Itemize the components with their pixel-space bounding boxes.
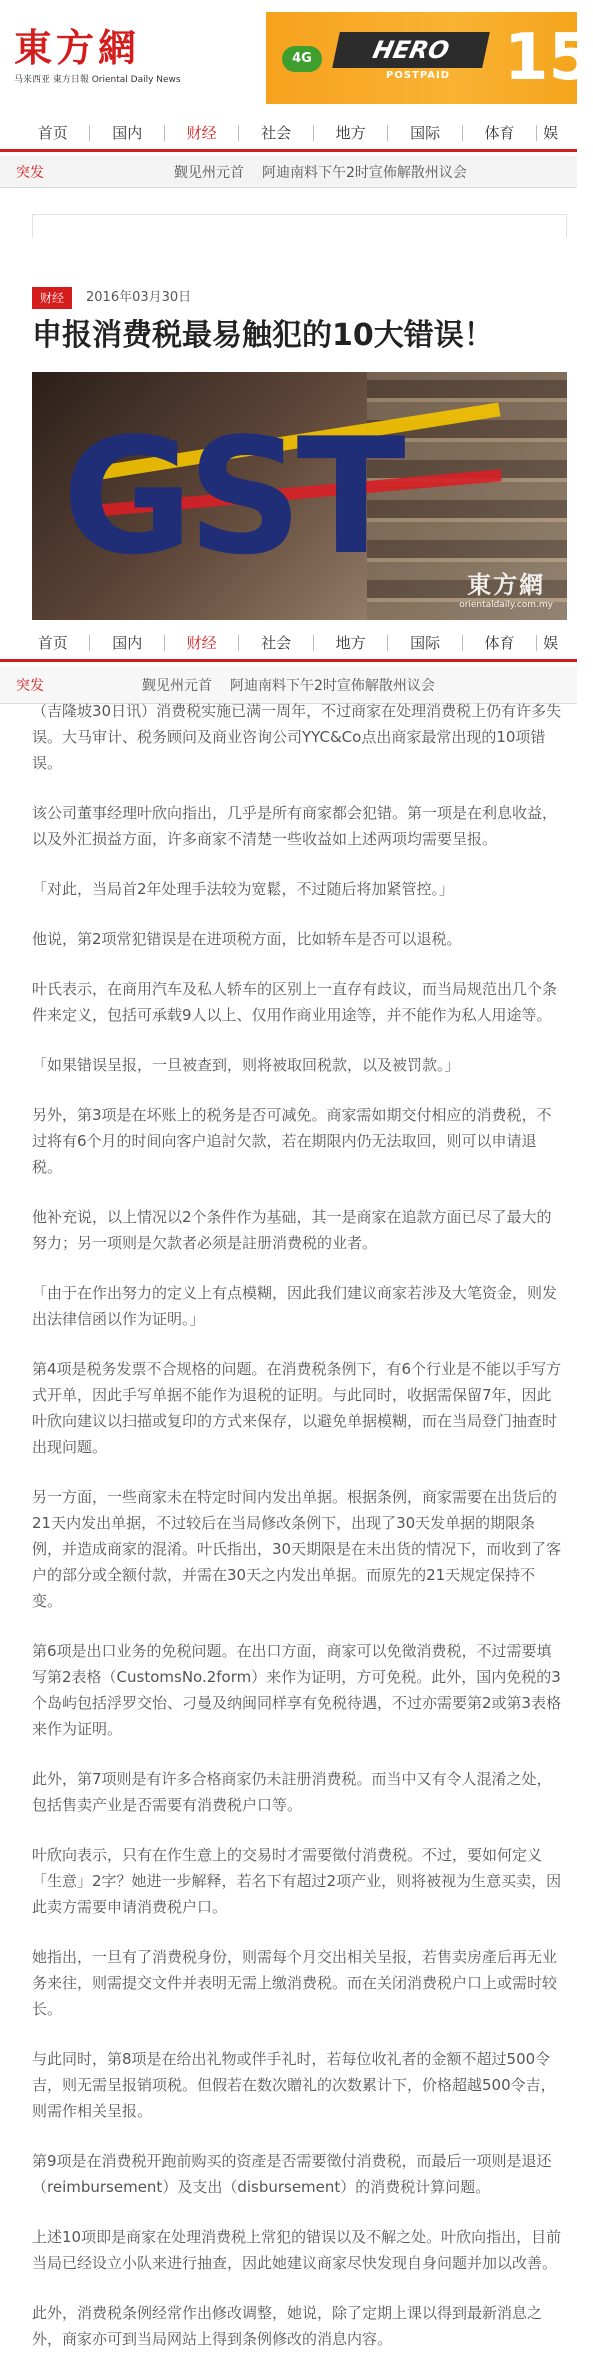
article-title: 申报消费税最易触犯的10大错误！ xyxy=(32,318,494,353)
nav-item-domestic[interactable]: 国内 xyxy=(112,634,143,652)
ad-banner[interactable] xyxy=(266,12,593,104)
site-logo[interactable] xyxy=(14,26,184,96)
nav-items xyxy=(0,116,577,149)
article-paragraph: 她指出，一旦有了消费税身份，则需每个月交出相关呈报，若售卖房產后再无业务来往，则需提交文件并表明无需上缴消费税。而在关闭消费税户口上或需时较长。 xyxy=(32,1948,558,2018)
nav-item-sports[interactable]: 体育 xyxy=(484,124,515,142)
article-paragraph: 上述10项即是商家在处理消费税上常犯的错误以及不解之处。叶欣向指出，目前当局已经设立小队来进行抽查，因此她建议商家尽快发现自身问题并加以改善。 xyxy=(32,2228,562,2272)
ticker-item[interactable]: 觐见州元首 xyxy=(142,677,212,694)
nav-item-entertainment[interactable]: 娱 xyxy=(543,124,559,142)
banner-4g-badge: 4G xyxy=(282,46,322,72)
nav-item-sports[interactable]: 体育 xyxy=(484,634,515,652)
nav-item-home[interactable]: 首页 xyxy=(37,634,68,652)
category-tag[interactable]: 财经 xyxy=(32,287,72,309)
logo-text: 東方網 xyxy=(14,25,141,70)
article-paragraph: 他说，第2项常犯错误是在进项税方面，比如轿车是否可以退税。 xyxy=(32,930,462,948)
article-body xyxy=(32,702,564,2376)
article-hero-image xyxy=(32,372,567,620)
article-date: 2016年03月30日 xyxy=(86,290,192,305)
article-paragraph: （吉隆坡30日讯）消费税实施已满一周年，不过商家在处理消费税上仍有许多失误。大马审计、税务顾问及商业咨询公司YYC&Co点出商家最常出现的10项错误。 xyxy=(32,702,562,772)
ticker-label: 突发 xyxy=(16,164,44,181)
article-paragraph: 第9项是在消费税开跑前购买的资產是否需要徵付消费税，而最后一项则是退还（reimbursement）及支出（disbursement）的消费税计算问题。 xyxy=(32,2152,552,2196)
nav-item-society[interactable]: 社会 xyxy=(261,124,292,142)
nav-item-international[interactable]: 国际 xyxy=(410,634,441,652)
article-paragraph: 此外，第7项则是有许多合格商家仍未註册消费税。而当中又有令人混淆之处，包括售卖产业是否需要有消费税户口等。 xyxy=(32,1770,552,1814)
main-nav xyxy=(0,116,577,152)
hero-gst-text: GST xyxy=(62,403,400,590)
ticker-item[interactable]: 阿迪南料下午2时宣佈解散州议会 xyxy=(230,677,435,694)
nav-item-society[interactable]: 社会 xyxy=(261,634,292,652)
article-paragraph: 另外，第3项是在坏账上的税务是否可减免。商家需如期交付相应的消费税，不过将有6个月的时间向客户追討欠款，若在期限内仍无法取回，则可以申请退税。 xyxy=(32,1106,552,1176)
logo-subtitle: 马来西亚 東方日報 Oriental Daily News xyxy=(14,75,181,85)
breaking-ticker xyxy=(0,156,577,188)
article-paragraph: 他补充说，以上情况以2个条件作为基础，其一是商家在追款方面已尽了最大的努力；另一项则是欠款者必须是註册消费税的业者。 xyxy=(32,1208,552,1252)
ticker-item[interactable]: 觐见州元首 xyxy=(174,164,244,181)
article-paragraph: 第6项是出口业务的免税问题。在出口方面，商家可以免徵消费税，不过需要填写第2表格（CustomsNo.2form）来作为证明，方可免税。此外，国内免税的3个岛屿包括浮罗交怡、刁曼及纳闽同样享有免税待遇，不过亦需要第2或第3表格来作为证明。 xyxy=(32,1642,562,1738)
article-paragraph: 该公司董事经理叶欣向指出，几乎是所有商家都会犯错。第一项是在利息收益，以及外汇损益方面，许多商家不清楚一些收益如上述两项均需要呈报。 xyxy=(32,804,558,848)
article-paragraph: 「对此，当局首2年处理手法较为宽鬆，不过随后将加紧管控。」 xyxy=(32,880,455,898)
nav-item-entertainment[interactable]: 娱 xyxy=(543,634,559,652)
sticky-nav xyxy=(0,626,577,662)
hero-watermark xyxy=(459,565,553,610)
article-paragraph: 另一方面，一些商家未在特定时间内发出单据。根据条例，商家需要在出货后的21天内发出单据，不过较后在当局修改条例下，出现了30天发单据的期限条例，并造成商家的混淆。叶氏指出，30天期限是在未出货的情况下，而收到了客户的部分或全额付款，并需在30天之内发出单据。而原先的21天规定保持不变。 xyxy=(32,1488,562,1610)
ticker-item[interactable]: 阿迪南料下午2时宣佈解散州议会 xyxy=(262,164,467,181)
article-paragraph: 「如果错误呈报，一旦被查到，则将被取回税款，以及被罚款。」 xyxy=(32,1056,460,1074)
article-paragraph: 此外，消费税条例经常作出修改调整，她说，除了定期上课以得到最新消息之外，商家亦可到当局网站上得到条例修改的消息内容。 xyxy=(32,2304,543,2348)
site-header xyxy=(0,0,593,108)
nav-item-local[interactable]: 地方 xyxy=(335,124,366,142)
article-top-box xyxy=(32,214,567,238)
ticker-label: 突发 xyxy=(16,677,44,694)
banner-plan: POSTPAID xyxy=(386,70,451,81)
article-paragraph: 「由于在作出努力的定义上有点模糊，因此我们建议商家若涉及大笔资金，则发出法律信函以作为证明。」 xyxy=(32,1284,558,1328)
article-paragraph: 叶欣向表示，只有在作生意上的交易时才需要徵付消费税。不过，要如何定义「生意」2字？她进一步解释，若名下有超过2项产业，则将被视为生意买卖，因此卖方需要申请消费税户口。 xyxy=(32,1846,562,1916)
watermark-url: orientaldaily.com.my xyxy=(459,600,553,610)
nav-item-finance[interactable]: 财经 xyxy=(186,634,217,652)
nav-item-finance[interactable]: 财经 xyxy=(186,124,217,142)
banner-brand: HERO xyxy=(332,32,490,68)
article-paragraph: 第4项是税务发票不合规格的问题。在消费税条例下，有6个行业是不能以手写方式开单，因此手写单据不能作为退税的证明。与此同时，收据需保留7年，因此叶欣向建议以扫描或复印的方式来保存，以避免单据模糊，而在当局登门抽查时出现问题。 xyxy=(32,1360,562,1456)
nav-item-international[interactable]: 国际 xyxy=(410,124,441,142)
nav-item-domestic[interactable]: 国内 xyxy=(112,124,143,142)
nav-item-home[interactable]: 首页 xyxy=(37,124,68,142)
nav-item-local[interactable]: 地方 xyxy=(335,634,366,652)
article-paragraph: 与此同时，第8项是在给出礼物或伴手礼时，若每位收礼者的金额不超过500令吉，则无需呈报销项税。但假若在数次贈礼的次数累计下，价格超越500令吉，则需作相关呈报。 xyxy=(32,2050,556,2120)
nav-items xyxy=(0,626,577,659)
banner-number: 15 xyxy=(504,21,593,95)
article-paragraph: 叶氏表示，在商用汽车及私人轿车的区别上一直存有歧议，而当局规范出几个条件来定义，包括可承载9人以上、仅用作商业用途等，并不能作为私人用途等。 xyxy=(32,980,558,1024)
watermark-logo: 東方網 xyxy=(467,570,546,599)
